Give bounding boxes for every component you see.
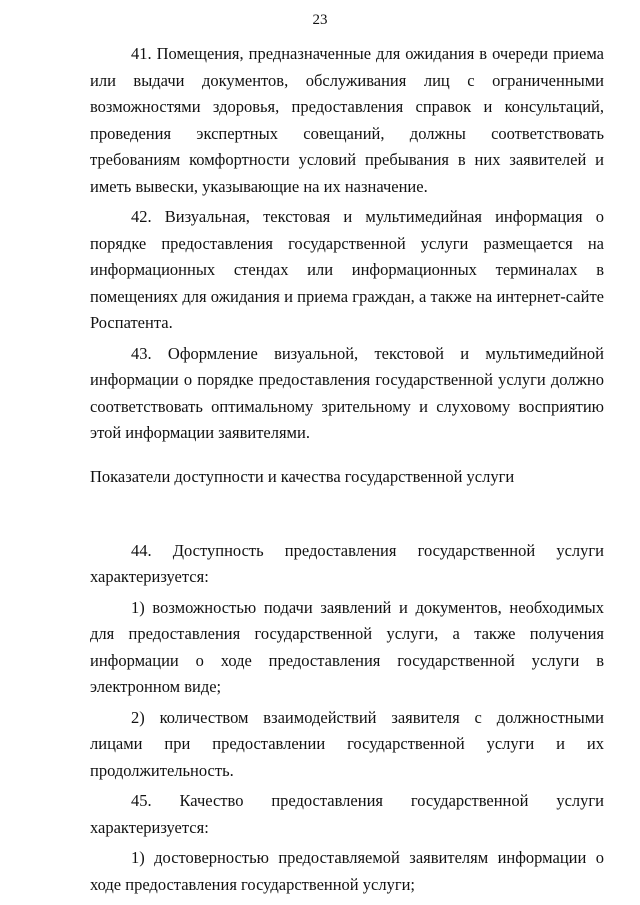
section-heading: Показатели доступности и качества государственной услуги: [90, 466, 515, 486]
page-number: 23: [312, 12, 328, 28]
paragraph-45-item-1: 1) достоверностью предоставляемой заявителям информации о ходе предоставления государственной услуги;: [90, 848, 604, 894]
paragraph-44-item-1: 1) возможностью подачи заявлений и документов, необходимых для предоставления государственной услуги, а также получения информации о ходе предоставления государственной услуги в электронном виде;: [90, 597, 604, 696]
paragraph-44-item-2: 2) количеством взаимодействий заявителя с должностными лицами при предоставлении государственной услуги и их продолжительность.: [90, 707, 604, 780]
paragraph-42: 42. Визуальная, текстовая и мультимедийная информация о порядке предоставления государственной услуги размещается на информационных стендах или информационных терминалах в помещениях для ожидания и приема граждан, а также на интернет-сайте Роспатента.: [90, 207, 604, 332]
paragraph-44: 44. Доступность предоставления государственной услуги характеризуется:: [90, 540, 604, 586]
paragraph-43: 43. Оформление визуальной, текстовой и мультимедийной информации о порядке предоставления государственной услуги должно соответствовать оптимальному зрительному и слуховому восприятию этой информации заявителями.: [90, 343, 604, 442]
document-body: [90, 41, 604, 898]
paragraph-41: 41. Помещения, предназначенные для ожидания в очереди приема или выдачи документов, обслуживания лиц с ограниченными возможностями здоровья, предоставления справок и консультаций, проведения экспертных совещаний, должны соответствовать требованиям комфортности условий пребывания в них заявителей и иметь вывески, указывающие на их назначение.: [90, 44, 604, 196]
paragraph-45: 45. Качество предоставления государственной услуги характеризуется:: [90, 791, 604, 837]
